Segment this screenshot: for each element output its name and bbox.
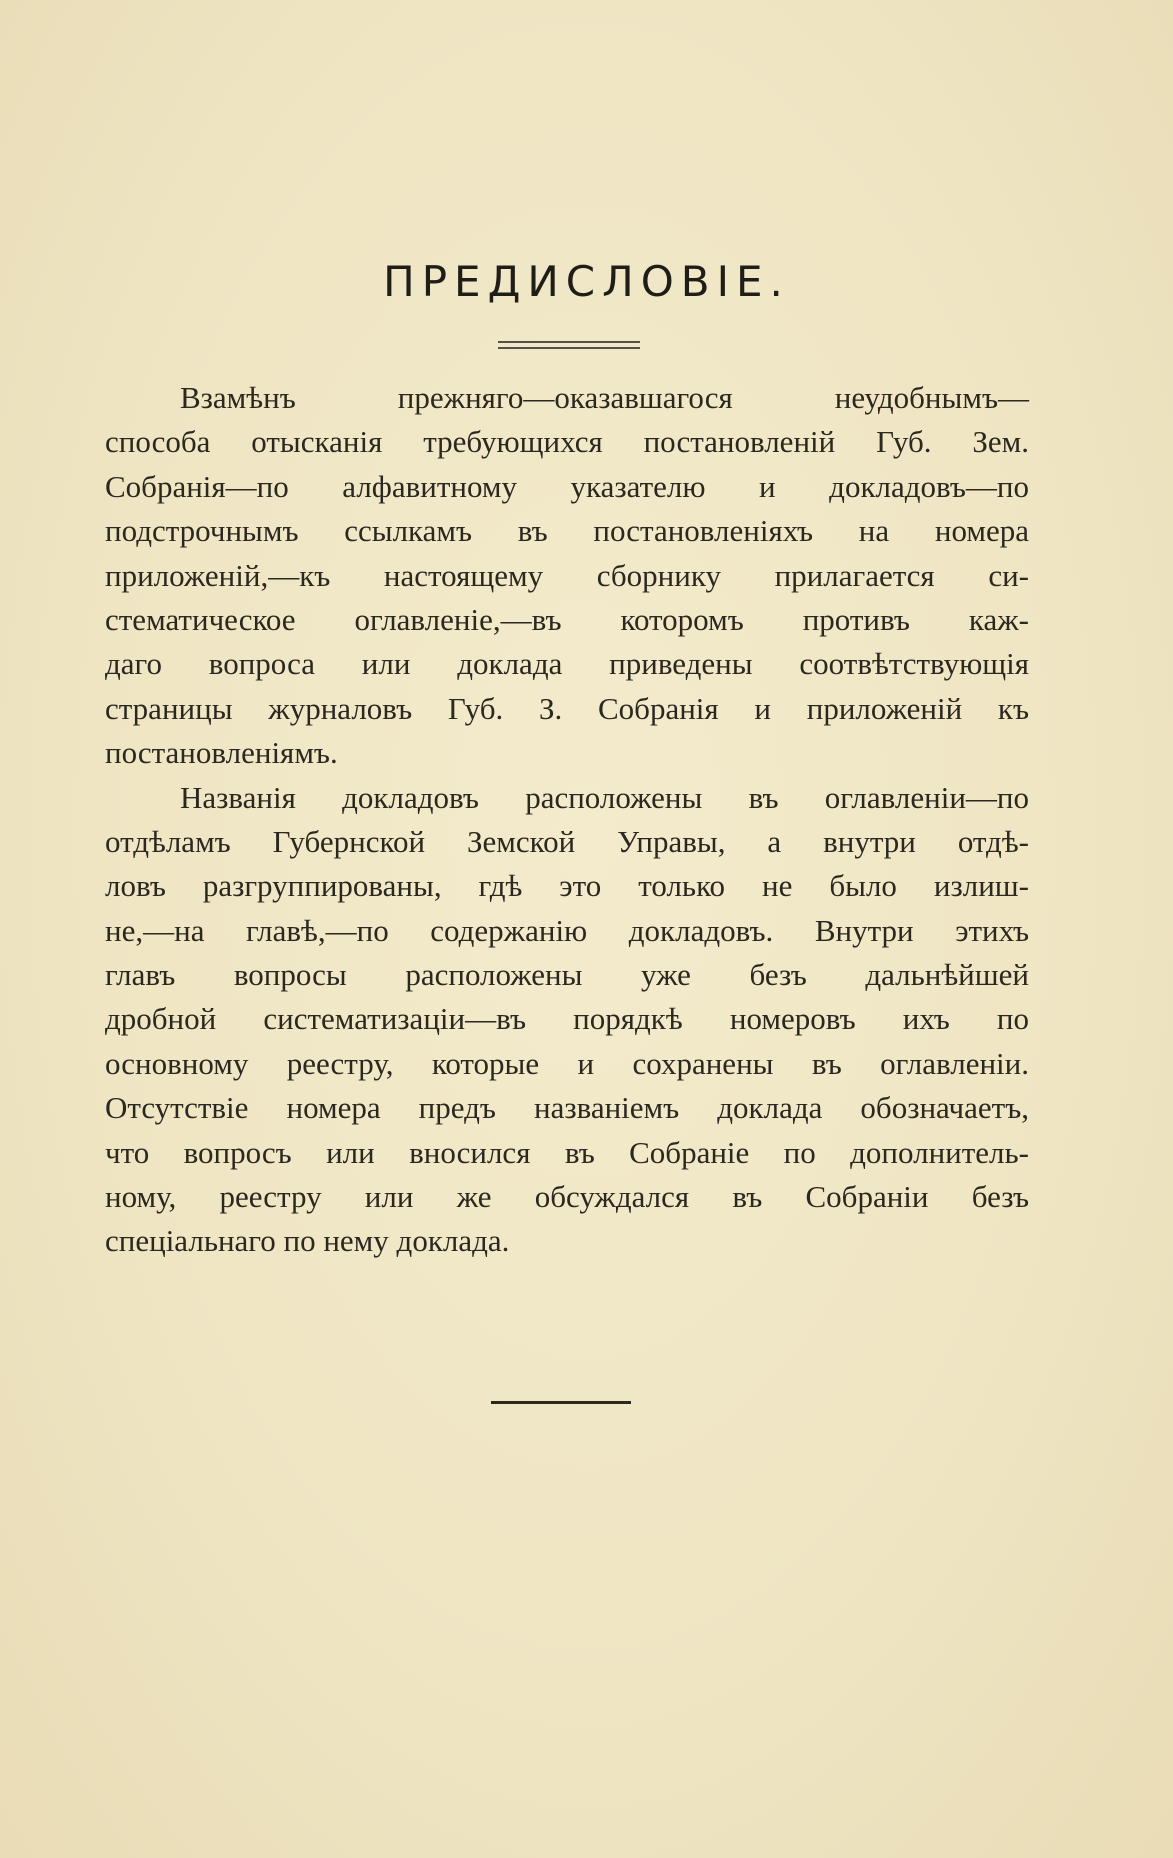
title-rule-line-top — [498, 341, 640, 343]
paragraph-1-line: стематическое оглавленіе,—въ которомъ противъ каж- — [105, 601, 1029, 637]
paragraph-2-line: ловъ разгруппированы, гдѣ это только не было излиш- — [105, 868, 1029, 904]
end-rule — [491, 1401, 631, 1404]
page-title: ПРЕДИСЛОВІЕ. — [383, 257, 790, 306]
paragraph-2-line: что вопросъ или вносился въ Собраніе по дополнитель- — [105, 1134, 1029, 1170]
paragraph-1-line: постановленіямъ. — [105, 735, 338, 771]
paragraph-1-line: Собранія—по алфавитному указателю и докладовъ—по — [105, 468, 1029, 504]
preface-body — [105, 376, 1029, 1264]
paragraph-2-line: не,—на главѣ,—по содержанію докладовъ. Внутри этихъ — [105, 912, 1029, 948]
paragraph-2-line: отдѣламъ Губернской Земской Управы, а внутри отдѣ- — [105, 823, 1029, 859]
paragraph-1-line: способа отысканія требующихся постановленій Губ. Зем. — [105, 424, 1029, 460]
paragraph-1-line: страницы журналовъ Губ. З. Собранія и приложеній къ — [105, 690, 1029, 726]
paragraph-2-line: ному, реестру или же обсуждался въ Собраніи безъ — [105, 1179, 1029, 1215]
paragraph-2-line: Отсутствіе номера предъ названіемъ доклада обозначаетъ, — [105, 1090, 1029, 1126]
paragraph-1-line: подстрочнымъ ссылкамъ въ постановленіяхъ на номера — [105, 513, 1029, 549]
paragraph-1-line: даго вопроса или доклада приведены соотвѣтствующія — [105, 646, 1029, 682]
paragraph-2-line: основному реестру, которые и сохранены въ оглавленіи. — [105, 1045, 1029, 1081]
paragraph-2-line: Названія докладовъ расположены въ оглавленіи—по — [180, 779, 1029, 815]
paragraph-1-line: Взамѣнъ прежняго—оказавшагося неудобнымъ— — [180, 380, 1029, 415]
paragraph-1-line: приложеній,—къ настоящему сборнику прилагается си- — [105, 557, 1029, 593]
title-double-rule — [498, 341, 640, 349]
paragraph-2-line: главъ вопросы расположены уже безъ дальнѣйшей — [105, 957, 1029, 993]
title-rule-line-bottom — [498, 347, 640, 349]
paragraph-2-line: дробной систематизаціи—въ порядкѣ номеровъ ихъ по — [105, 1001, 1029, 1037]
paragraph-2-line: спеціальнаго по нему доклада. — [105, 1223, 510, 1259]
